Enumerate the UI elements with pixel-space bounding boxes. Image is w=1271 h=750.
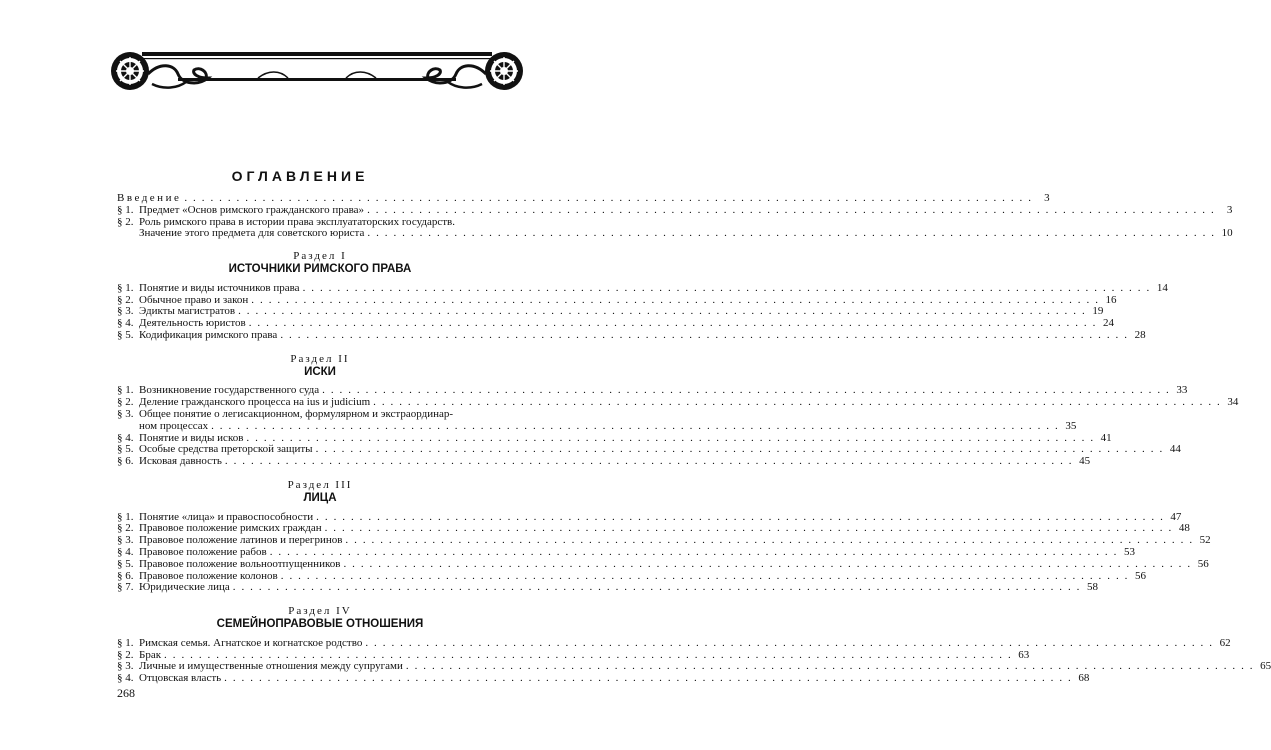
toc-entry-text: Личные и имущественные отношения между супругами: [139, 660, 403, 673]
page-title: ОГЛАВЛЕНИЕ: [231, 168, 369, 184]
section-heading: ЛИЦА: [303, 491, 337, 504]
section-number: § 1.: [117, 203, 134, 216]
section-number: § 5.: [117, 557, 134, 570]
toc-page-number: 19: [1092, 305, 1104, 318]
toc-page-number: 34: [1227, 396, 1239, 409]
toc-page-number: 56: [1135, 569, 1146, 582]
left-rosette-icon: [111, 52, 149, 90]
toc-page-number: 63: [1018, 648, 1030, 661]
toc-entry[interactable]: [117, 281, 1168, 295]
section-number: § 4.: [117, 317, 134, 330]
toc-entry-text: Деятельность юристов: [139, 317, 246, 330]
toc-entry-text: Введение: [117, 192, 182, 204]
section-number: § 6.: [117, 569, 134, 582]
section-number: § 3.: [117, 305, 134, 318]
section-number: § 1.: [117, 281, 134, 294]
toc-page-number: 16: [1105, 293, 1117, 306]
toc-page-number: 10: [1221, 227, 1233, 240]
toc-page-number: 47: [1170, 510, 1182, 523]
page-number: 268: [117, 686, 135, 700]
toc-page-number: 45: [1079, 455, 1091, 468]
section-label: Раздел IV: [288, 605, 352, 618]
toc-entry-text: Правовое положение вольноотпущенников: [139, 557, 341, 570]
section-number: § 1.: [117, 384, 134, 397]
section-label: Раздел II: [290, 352, 350, 365]
toc-page-number: 35: [1065, 419, 1077, 432]
toc-entry-text: Возникновение государственного суда: [139, 384, 320, 397]
toc-entry-text: Общее понятие о легисакционном, формулярном и экстраординар-: [139, 407, 454, 420]
toc-entry-text: Исковая давность: [139, 455, 222, 468]
section-heading: СЕМЕЙНОПРАВОВЫЕ ОТНОШЕНИЯ: [216, 617, 424, 630]
leader-dots: [362, 638, 1216, 650]
section-label: Раздел III: [287, 478, 353, 491]
section-number: § 2.: [117, 396, 134, 409]
section-number: § 5.: [117, 328, 134, 341]
toc-entry-continuation[interactable]: [117, 227, 1233, 240]
section-number: § 1.: [117, 636, 134, 649]
toc-page-number: 48: [1178, 522, 1190, 535]
toc-entry-continuation[interactable]: [117, 419, 1077, 433]
toc-entry-text: Правовое положение латинов и перегринов: [139, 534, 343, 547]
toc-page-number: 3: [1044, 192, 1050, 204]
toc-entry[interactable]: [117, 636, 1231, 650]
toc-entry-text: Брак: [139, 648, 162, 661]
toc-page-number: 56: [1197, 557, 1209, 570]
toc-entry[interactable]: [117, 203, 1233, 217]
toc-entry[interactable]: [117, 545, 1135, 559]
toc-page-number: 3: [1226, 203, 1233, 216]
toc-page-number: 24: [1102, 317, 1114, 330]
section-number: § 1.: [117, 510, 134, 523]
toc-entry[interactable]: [117, 672, 1090, 685]
leader-dots: [340, 559, 1194, 571]
toc-entry-text: Понятие и виды исков: [139, 431, 244, 444]
section-number: § 5.: [117, 443, 134, 456]
leader-dots: [230, 582, 1084, 594]
toc-page-number: 53: [1123, 545, 1135, 558]
section-heading: ИСКИ: [304, 365, 336, 378]
toc-entry-text: Юридические лица: [139, 581, 230, 594]
leader-dots: [370, 397, 1224, 409]
section-number: § 2.: [117, 293, 134, 306]
toc-entry[interactable]: [117, 409, 523, 421]
section-number: § 7.: [117, 581, 134, 594]
leader-dots: [364, 205, 1218, 217]
toc-entry[interactable]: [117, 455, 1091, 468]
leader-dots: [364, 228, 1218, 240]
section-heading: ИСТОЧНИКИ РИМСКОГО ПРАВА: [228, 262, 412, 275]
section-number: § 2.: [117, 215, 134, 228]
decorative-ornament: [108, 44, 526, 98]
toc-entry-text: Предмет «Основ римского гражданского права»: [139, 203, 365, 216]
toc-page-number: 52: [1199, 534, 1211, 547]
toc-entry-text: Правовое положение колонов: [139, 569, 278, 582]
leader-dots: [208, 421, 1062, 433]
table-of-contents: [117, 192, 1271, 685]
toc-entry-text: Эдикты магистратов: [139, 305, 236, 318]
toc-entry-text: Отцовская власть: [139, 672, 222, 685]
toc-entry-text: Обычное право и закон: [139, 293, 249, 306]
section-number: § 4.: [117, 545, 134, 558]
section-label: Раздел I: [293, 250, 347, 263]
section-number: § 3.: [117, 660, 134, 673]
leader-dots: [267, 547, 1121, 559]
toc-entry-text: ном процессах: [139, 419, 209, 432]
toc-entry-text: Понятие и виды источников права: [139, 281, 300, 294]
toc-entry-text: Правовое положение римских граждан: [139, 522, 322, 535]
section-number: § 3.: [117, 407, 134, 420]
section-number: § 4.: [117, 431, 134, 444]
toc-entry[interactable]: [117, 557, 1209, 571]
toc-page-number: 28: [1134, 328, 1146, 341]
toc-page-number: 33: [1176, 384, 1188, 397]
toc-entry-text: Особые средства преторской защиты: [139, 443, 313, 456]
toc-entry[interactable]: [117, 328, 1146, 342]
toc-page-number: 41: [1100, 431, 1112, 444]
section-number: § 2.: [117, 648, 134, 661]
toc-page-number: 68: [1078, 672, 1090, 685]
section-number: § 6.: [117, 455, 134, 468]
toc-entry-text: Значение этого предмета для советского юриста: [139, 227, 365, 240]
right-rosette-icon: [485, 52, 523, 90]
toc-entry-text: Деление гражданского процесса на ius и judicium: [139, 396, 371, 409]
leader-dots: [300, 283, 1154, 295]
toc-entry-text: Правовое положение рабов: [139, 545, 267, 558]
section-number: § 4.: [117, 672, 134, 685]
leader-dots: [277, 330, 1131, 342]
leader-dots: [222, 456, 1076, 468]
leader-dots: [221, 673, 1075, 685]
toc-page-number: 62: [1219, 636, 1231, 649]
toc-page-number: 65: [1260, 660, 1271, 673]
section-number: § 2.: [117, 522, 134, 535]
toc-entry[interactable]: [117, 581, 1099, 594]
toc-entry-text: Понятие «лица» и правоспособности: [139, 510, 314, 523]
toc-entry-text: Кодификация римского права: [139, 328, 278, 341]
toc-page-number: 44: [1169, 443, 1181, 456]
toc-entry-text: Римская семья. Агнатское и когнатское родство: [139, 636, 363, 649]
toc-page-number: 14: [1156, 281, 1168, 294]
section-number: § 3.: [117, 534, 134, 547]
toc-entry-text: Роль римского права в истории права эксплуататорских государств.: [139, 215, 455, 228]
toc-page-number: 58: [1087, 581, 1099, 594]
